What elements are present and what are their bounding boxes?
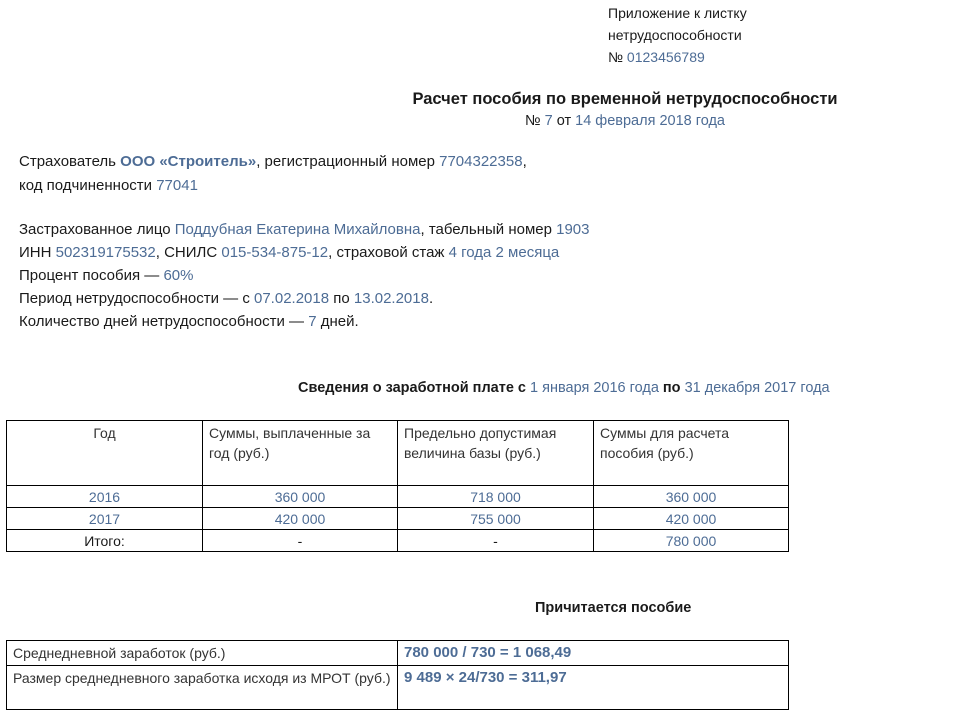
days-line — [19, 313, 359, 330]
doc-number: 7 — [544, 113, 553, 129]
cell-total-label: Итого: — [7, 530, 203, 552]
reg-number: 7704322358 — [439, 153, 523, 170]
cell-total-paid: - — [203, 530, 398, 552]
table-row — [7, 641, 789, 666]
period-label: Период нетрудоспособности — с — [19, 290, 254, 307]
inn-value: 502319175532 — [55, 244, 156, 261]
period-line — [19, 290, 433, 307]
cell-total-limit: - — [398, 530, 594, 552]
column-header-paid: Суммы, выплаченные за год (руб.) — [203, 421, 398, 486]
inn-label: ИНН — [19, 244, 56, 261]
insured-line — [19, 221, 590, 238]
doc-from: от — [552, 113, 576, 129]
percent-value: 60% — [163, 267, 194, 284]
days-value: 7 — [308, 313, 317, 330]
tab-number: 1903 — [556, 221, 590, 238]
cell-limit: 718 000 — [398, 486, 594, 508]
appendix-block — [608, 2, 747, 68]
cell-year: 2016 — [7, 486, 203, 508]
cell-year: 2017 — [7, 508, 203, 530]
cell-limit: 755 000 — [398, 508, 594, 530]
period-from: 07.02.2018 — [254, 290, 330, 307]
benefit-table — [6, 640, 789, 710]
appendix-line-1: Приложение к листку — [608, 5, 747, 21]
table-row — [7, 486, 789, 508]
column-header-limit: Предельно допустимая величина базы (руб.) — [398, 421, 594, 486]
appendix-number-value: 0123456789 — [626, 49, 705, 65]
benefit-label: Размер среднедневного заработка исходя из МРОТ (руб.) — [7, 666, 398, 710]
appendix-number — [608, 46, 747, 68]
period-end: . — [428, 290, 434, 307]
inn-line — [19, 244, 559, 261]
total-row — [7, 530, 789, 552]
document-title: Расчет пособия по временной нетрудоспособности — [412, 90, 838, 108]
days-suffix: дней. — [316, 313, 359, 330]
insured-name: Поддубная Екатерина Михайловна — [174, 221, 421, 238]
benefit-label: Среднедневной заработок (руб.) — [7, 641, 398, 666]
earnings-header-row — [7, 421, 789, 486]
insurer-comma: , — [522, 153, 527, 170]
subordination-code: 77041 — [156, 177, 198, 194]
cell-paid: 420 000 — [203, 508, 398, 530]
earnings-table — [6, 420, 789, 552]
appendix-line-2: нетрудоспособности — [608, 27, 742, 43]
column-header-year: Год — [7, 421, 203, 486]
cell-calc: 360 000 — [594, 486, 789, 508]
benefit-heading: Причитается пособие — [535, 600, 692, 616]
document-number-line — [0, 113, 960, 129]
column-header-calc: Суммы для расчета пособия (руб.) — [594, 421, 789, 486]
reg-label: , регистрационный номер — [256, 153, 440, 170]
earnings-head-prefix: Сведения о заработной плате с — [298, 380, 531, 396]
stazh-label: , страховой стаж — [328, 244, 449, 261]
period-to: 13.02.2018 — [353, 290, 429, 307]
earnings-from: 1 января 2016 года — [530, 380, 659, 396]
benefit-value: 9 489 × 24/730 = 311,97 — [398, 666, 789, 710]
benefit-value: 780 000 / 730 = 1 068,49 — [398, 641, 789, 666]
earnings-to: 31 декабря 2017 года — [684, 380, 830, 396]
cell-total-calc: 780 000 — [594, 530, 789, 552]
doc-date: 14 февраля 2018 года — [575, 113, 725, 129]
cell-paid: 360 000 — [203, 486, 398, 508]
percent-line — [19, 267, 194, 284]
insured-label: Застрахованное лицо — [19, 221, 175, 238]
earnings-to-label: по — [658, 380, 685, 396]
tab-label: , табельный номер — [420, 221, 557, 238]
snils-value: 015-534-875-12 — [221, 244, 329, 261]
insurer-line — [19, 153, 527, 170]
appendix-number-prefix: № — [608, 49, 627, 65]
insurer-label: Страхователь — [19, 153, 121, 170]
stazh-value: 4 года 2 месяца — [448, 244, 560, 261]
table-row — [7, 508, 789, 530]
table-row — [7, 666, 789, 710]
percent-label: Процент пособия — — [19, 267, 164, 284]
cell-calc: 420 000 — [594, 508, 789, 530]
insurer-name: ООО «Строитель» — [120, 153, 257, 170]
earnings-heading — [298, 380, 830, 396]
subordination-line — [19, 177, 198, 194]
code-label: код подчиненности — [19, 177, 157, 194]
snils-label: , СНИЛС — [155, 244, 222, 261]
doc-number-prefix: № — [525, 113, 545, 129]
days-label: Количество дней нетрудоспособности — — [19, 313, 309, 330]
period-to-label: по — [329, 290, 354, 307]
